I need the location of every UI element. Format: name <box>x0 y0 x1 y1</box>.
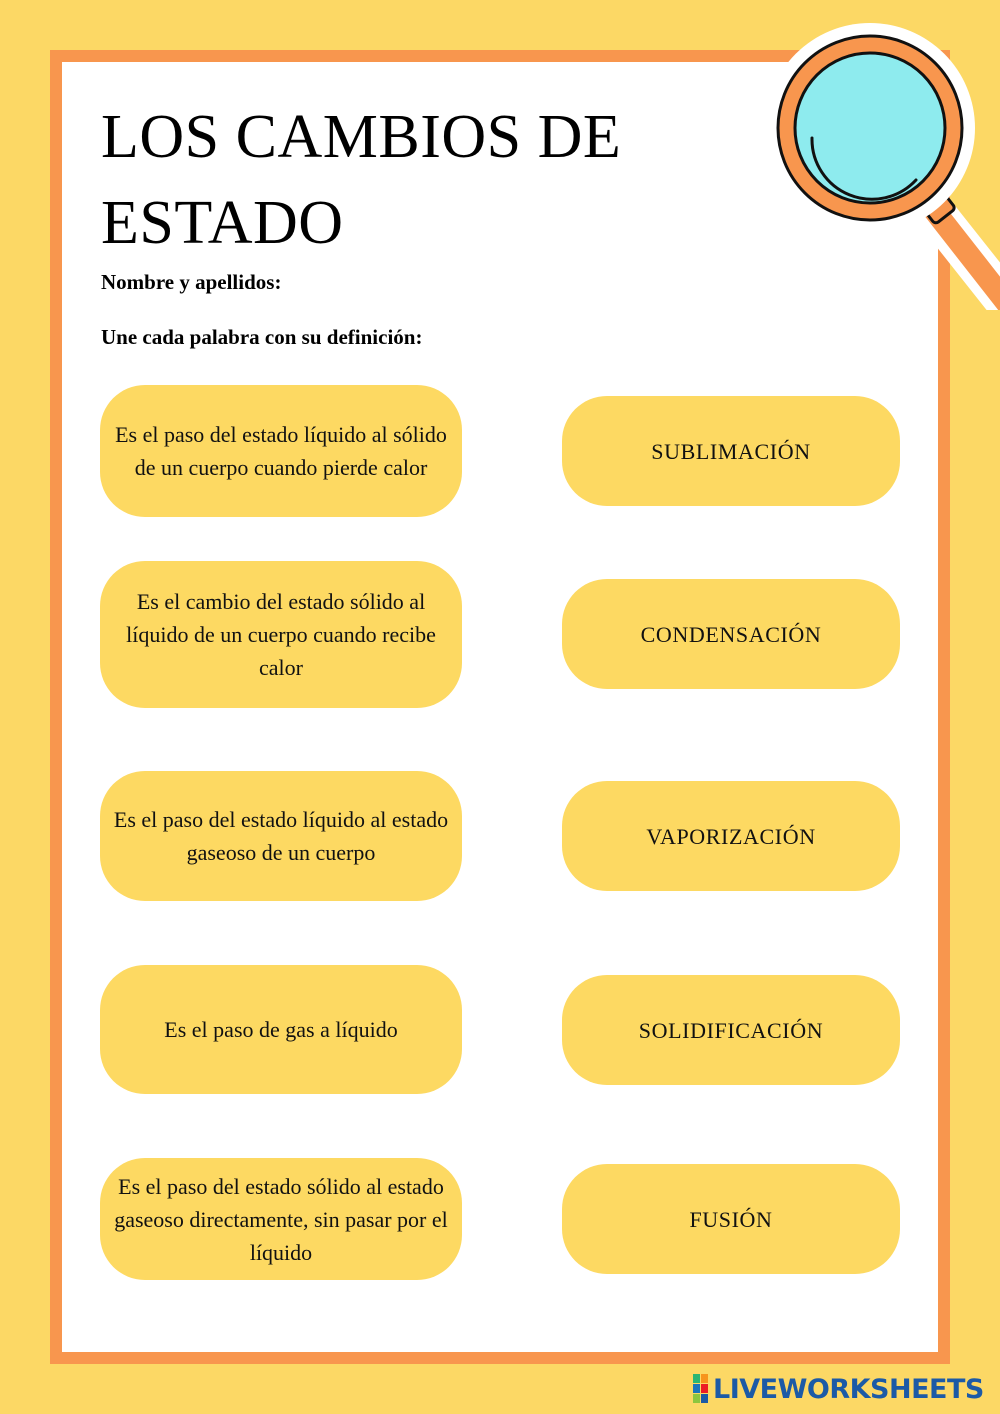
page-title-line1: LOS CAMBIOS DE <box>101 103 622 171</box>
liveworksheets-logo-icon <box>693 1374 709 1404</box>
term-card-sublimacion[interactable]: SUBLIMACIÓN <box>562 396 900 506</box>
definition-card-5[interactable]: Es el paso del estado sólido al estado gaseoso directamente, sin pasar por el líquido <box>100 1158 462 1280</box>
term-card-condensacion[interactable]: CONDENSACIÓN <box>562 579 900 689</box>
term-card-fusion[interactable]: FUSIÓN <box>562 1164 900 1274</box>
definition-card-4[interactable]: Es el paso de gas a líquido <box>100 965 462 1094</box>
liveworksheets-brand <box>693 1373 984 1405</box>
instruction-text: Une cada palabra con su definición: <box>101 325 423 349</box>
name-field-label: Nombre y apellidos: <box>101 270 282 294</box>
page-title-line2: ESTADO <box>101 189 344 257</box>
page-title <box>101 94 621 266</box>
term-card-vaporizacion[interactable]: VAPORIZACIÓN <box>562 781 900 891</box>
definition-card-1[interactable]: Es el paso del estado líquido al sólido de un cuerpo cuando pierde calor <box>100 385 462 517</box>
magnifying-glass-icon <box>770 20 1000 310</box>
liveworksheets-wordmark: LIVEWORKSHEETS <box>713 1373 984 1405</box>
term-card-solidificacion[interactable]: SOLIDIFICACIÓN <box>562 975 900 1085</box>
definition-card-3[interactable]: Es el paso del estado líquido al estado gaseoso de un cuerpo <box>100 771 462 901</box>
definition-card-2[interactable]: Es el cambio del estado sólido al líquido de un cuerpo cuando recibe calor <box>100 561 462 708</box>
